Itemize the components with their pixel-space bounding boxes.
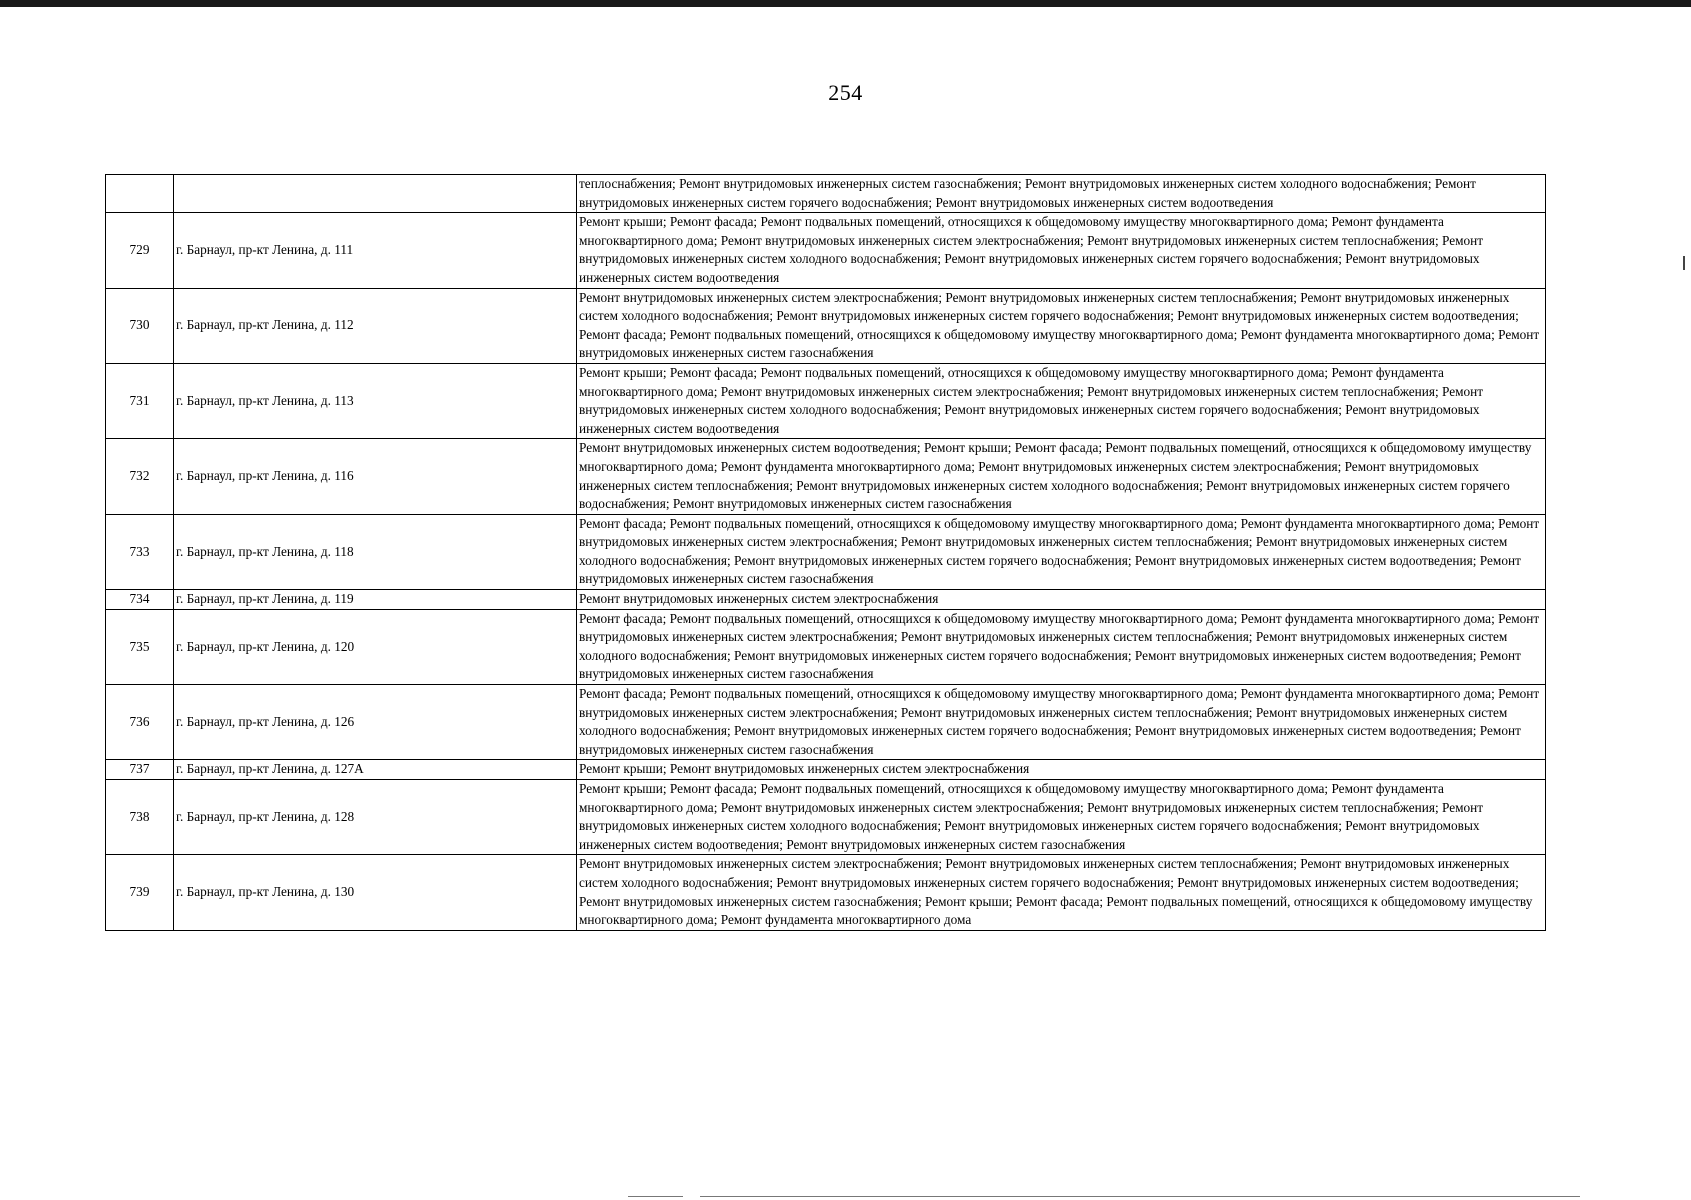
- row-address: г. Барнаул, пр-кт Ленина, д. 126: [174, 685, 577, 760]
- row-works: Ремонт внутридомовых инженерных систем электроснабжения: [577, 590, 1546, 610]
- row-number: 739: [106, 855, 174, 930]
- repair-works-table: [105, 174, 1546, 931]
- side-scan-mark: [1683, 256, 1685, 270]
- row-address: г. Барнаул, пр-кт Ленина, д. 118: [174, 514, 577, 589]
- page-number: 254: [828, 80, 863, 105]
- table-row: [106, 288, 1546, 363]
- row-number: 736: [106, 685, 174, 760]
- row-works: Ремонт крыши; Ремонт внутридомовых инженерных систем электроснабжения: [577, 760, 1546, 780]
- row-number: 737: [106, 760, 174, 780]
- table-row: [106, 590, 1546, 610]
- table-row: [106, 609, 1546, 684]
- row-works: Ремонт крыши; Ремонт фасада; Ремонт подвальных помещений, относящихся к общедомовому имуществу многоквартирного дома; Ремонт фундамента многоквартирного дома; Ремонт внутридомовых инженерных систем электроснабжения; Ремонт внутридомовых инженерных систем теплоснабжения; Ремонт внутридомовых инженерных систем холодного водоснабжения; Ремонт внутридомовых инженерных систем горячего водоснабжения; Ремонт внутридомовых инженерных систем водоотведения: [577, 213, 1546, 288]
- row-address: г. Барнаул, пр-кт Ленина, д. 127А: [174, 760, 577, 780]
- row-address: г. Барнаул, пр-кт Ленина, д. 116: [174, 439, 577, 514]
- row-address: [174, 175, 577, 213]
- row-works: Ремонт внутридомовых инженерных систем электроснабжения; Ремонт внутридомовых инженерных систем теплоснабжения; Ремонт внутридомовых инженерных систем холодного водоснабжения; Ремонт внутридомовых инженерных систем горячего водоснабжения; Ремонт внутридомовых инженерных систем водоотведения; Ремонт фасада; Ремонт подвальных помещений, относящихся к общедомовому имуществу многоквартирного дома; Ремонт фундамента многоквартирного дома; Ремонт внутридомовых инженерных систем газоснабжения: [577, 288, 1546, 363]
- table-row: [106, 213, 1546, 288]
- row-address: г. Барнаул, пр-кт Ленина, д. 112: [174, 288, 577, 363]
- table-row: [106, 514, 1546, 589]
- table-row: [106, 685, 1546, 760]
- row-number: 738: [106, 780, 174, 855]
- row-number: 734: [106, 590, 174, 610]
- row-address: г. Барнаул, пр-кт Ленина, д. 113: [174, 363, 577, 438]
- row-address: г. Барнаул, пр-кт Ленина, д. 111: [174, 213, 577, 288]
- table-row: [106, 760, 1546, 780]
- row-address: г. Барнаул, пр-кт Ленина, д. 119: [174, 590, 577, 610]
- row-address: г. Барнаул, пр-кт Ленина, д. 130: [174, 855, 577, 930]
- row-address: г. Барнаул, пр-кт Ленина, д. 120: [174, 609, 577, 684]
- row-number: 729: [106, 213, 174, 288]
- row-number: 731: [106, 363, 174, 438]
- table-row: [106, 363, 1546, 438]
- row-works: Ремонт крыши; Ремонт фасада; Ремонт подвальных помещений, относящихся к общедомовому имуществу многоквартирного дома; Ремонт фундамента многоквартирного дома; Ремонт внутридомовых инженерных систем электроснабжения; Ремонт внутридомовых инженерных систем теплоснабжения; Ремонт внутридомовых инженерных систем холодного водоснабжения; Ремонт внутридомовых инженерных систем горячего водоснабжения; Ремонт внутридомовых инженерных систем водоотведения; Ремонт внутридомовых инженерных систем газоснабжения: [577, 780, 1546, 855]
- table-row: [106, 780, 1546, 855]
- table-row: [106, 175, 1546, 213]
- table-row: [106, 855, 1546, 930]
- bottom-scan-line: [628, 1196, 683, 1197]
- table-row: [106, 439, 1546, 514]
- row-number: 730: [106, 288, 174, 363]
- row-number: 732: [106, 439, 174, 514]
- row-number: 735: [106, 609, 174, 684]
- row-works: Ремонт крыши; Ремонт фасада; Ремонт подвальных помещений, относящихся к общедомовому имуществу многоквартирного дома; Ремонт фундамента многоквартирного дома; Ремонт внутридомовых инженерных систем электроснабжения; Ремонт внутридомовых инженерных систем теплоснабжения; Ремонт внутридомовых инженерных систем холодного водоснабжения; Ремонт внутридомовых инженерных систем горячего водоснабжения; Ремонт внутридомовых инженерных систем водоотведения: [577, 363, 1546, 438]
- row-number: 733: [106, 514, 174, 589]
- row-works: Ремонт фасада; Ремонт подвальных помещений, относящихся к общедомовому имуществу многоквартирного дома; Ремонт фундамента многоквартирного дома; Ремонт внутридомовых инженерных систем электроснабжения; Ремонт внутридомовых инженерных систем теплоснабжения; Ремонт внутридомовых инженерных систем холодного водоснабжения; Ремонт внутридомовых инженерных систем горячего водоснабжения; Ремонт внутридомовых инженерных систем водоотведения; Ремонт внутридомовых инженерных систем газоснабжения: [577, 609, 1546, 684]
- row-works: Ремонт фасада; Ремонт подвальных помещений, относящихся к общедомовому имуществу многоквартирного дома; Ремонт фундамента многоквартирного дома; Ремонт внутридомовых инженерных систем электроснабжения; Ремонт внутридомовых инженерных систем теплоснабжения; Ремонт внутридомовых инженерных систем холодного водоснабжения; Ремонт внутридомовых инженерных систем горячего водоснабжения; Ремонт внутридомовых инженерных систем водоотведения; Ремонт внутридомовых инженерных систем газоснабжения: [577, 685, 1546, 760]
- top-scan-border: [0, 0, 1691, 7]
- row-number: [106, 175, 174, 213]
- row-works: Ремонт фасада; Ремонт подвальных помещений, относящихся к общедомовому имуществу многоквартирного дома; Ремонт фундамента многоквартирного дома; Ремонт внутридомовых инженерных систем электроснабжения; Ремонт внутридомовых инженерных систем теплоснабжения; Ремонт внутридомовых инженерных систем холодного водоснабжения; Ремонт внутридомовых инженерных систем горячего водоснабжения; Ремонт внутридомовых инженерных систем водоотведения; Ремонт внутридомовых инженерных систем газоснабжения: [577, 514, 1546, 589]
- row-works: теплоснабжения; Ремонт внутридомовых инженерных систем газоснабжения; Ремонт внутридомовых инженерных систем холодного водоснабжения; Ремонт внутридомовых инженерных систем горячего водоснабжения; Ремонт внутридомовых инженерных систем водоотведения: [577, 175, 1546, 213]
- row-works: Ремонт внутридомовых инженерных систем водоотведения; Ремонт крыши; Ремонт фасада; Ремонт подвальных помещений, относящихся к общедомовому имуществу многоквартирного дома; Ремонт фундамента многоквартирного дома; Ремонт внутридомовых инженерных систем электроснабжения; Ремонт внутридомовых инженерных систем теплоснабжения; Ремонт внутридомовых инженерных систем холодного водоснабжения; Ремонт внутридомовых инженерных систем горячего водоснабжения; Ремонт внутридомовых инженерных систем газоснабжения: [577, 439, 1546, 514]
- row-address: г. Барнаул, пр-кт Ленина, д. 128: [174, 780, 577, 855]
- bottom-scan-line: [700, 1196, 1580, 1197]
- row-works: Ремонт внутридомовых инженерных систем электроснабжения; Ремонт внутридомовых инженерных систем теплоснабжения; Ремонт внутридомовых инженерных систем холодного водоснабжения; Ремонт внутридомовых инженерных систем горячего водоснабжения; Ремонт внутридомовых инженерных систем водоотведения; Ремонт внутридомовых инженерных систем газоснабжения; Ремонт крыши; Ремонт фасада; Ремонт подвальных помещений, относящихся к общедомовому имуществу многоквартирного дома; Ремонт фундамента многоквартирного дома: [577, 855, 1546, 930]
